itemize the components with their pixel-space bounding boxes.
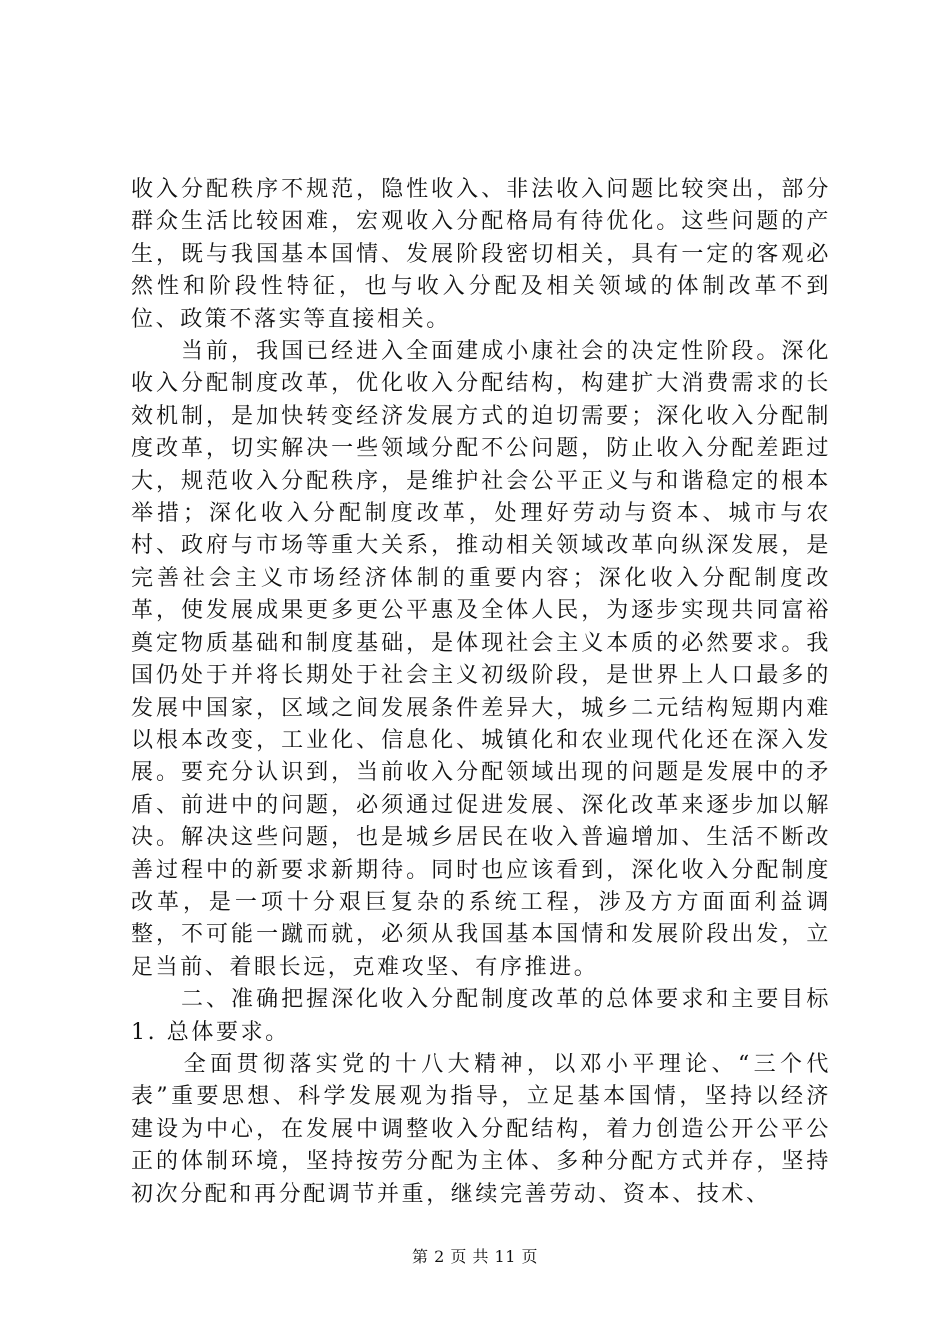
paragraph: 收入分配秩序不规范，隐性收入、非法收入问题比较突出，部分群众生活比较困难，宏观收入分配格局有待优化。这些问题的产生，既与我国基本国情、发展阶段密切相关，具有一定的客观必然性和阶段性特征，也与收入分配及相关领域的体制改革不到位、政策不落实等直接相关。 (131, 177, 831, 332)
page-number-footer: 第 2 页 共 11 页 (412, 1247, 538, 1266)
paragraph: 当前，我国已经进入全面建成小康社会的决定性阶段。深化收入分配制度改革，优化收入分配结构，构建扩大消费需求的长效机制，是加快转变经济发展方式的迫切需要；深化收入分配制度改革，切实解决一些领域分配不公问题，防止收入分配差距过大，规范收入分配秩序，是维护社会公平正义与和谐稳定的根本举措；深化收入分配制度改革，处理好劳动与资本、城市与农村、政府与市场等重大关系，推动相关领域改革向纵深发展，是完善社会主义市场经济体制的重要内容；深化收入分配制度改革，使发展成果更多更公平惠及全体人民，为逐步实现共同富裕奠定物质基础和制度基础，是体现社会主义本质的必然要求。我国仍处于并将长期处于社会主义初级阶段，是世界上人口最多的发展中国家，区域之间发展条件差异大，城乡二元结构短期内难以根本改变，工业化、信息化、城镇化和农业现代化还在深入发展。要充分认识到，当前收入分配领域出现的问题是发展中的矛盾、前进中的问题，必须通过促进发展、深化改革来逐步加以解决。解决这些问题，也是城乡居民在收入普遍增加、生活不断改善过程中的新要求新期待。同时也应该看到，深化收入分配制度改革，是一项十分艰巨复杂的系统工程，涉及方方面面利益调整，不可能一蹴而就，必须从我国基本国情和发展阶段出发，立足当前、着眼长远，克难攻坚、有序推进。 (131, 339, 831, 980)
paragraph: 全面贯彻落实党的十八大精神，以邓小平理论、“三个代表”重要思想、科学发展观为指导，立足基本国情，坚持以经济建设为中心，在发展中调整收入分配结构，着力创造公开公平公正的体制环境，坚持按劳分配为主体、多种分配方式并存，坚持初次分配和再分配调节并重，继续完善劳动、资本、技术、 (131, 1051, 831, 1207)
document-body (131, 174, 841, 1211)
paragraph-heading: 二、准确把握深化收入分配制度改革的总体要求和主要目标 1. 总体要求。 (131, 987, 841, 1045)
